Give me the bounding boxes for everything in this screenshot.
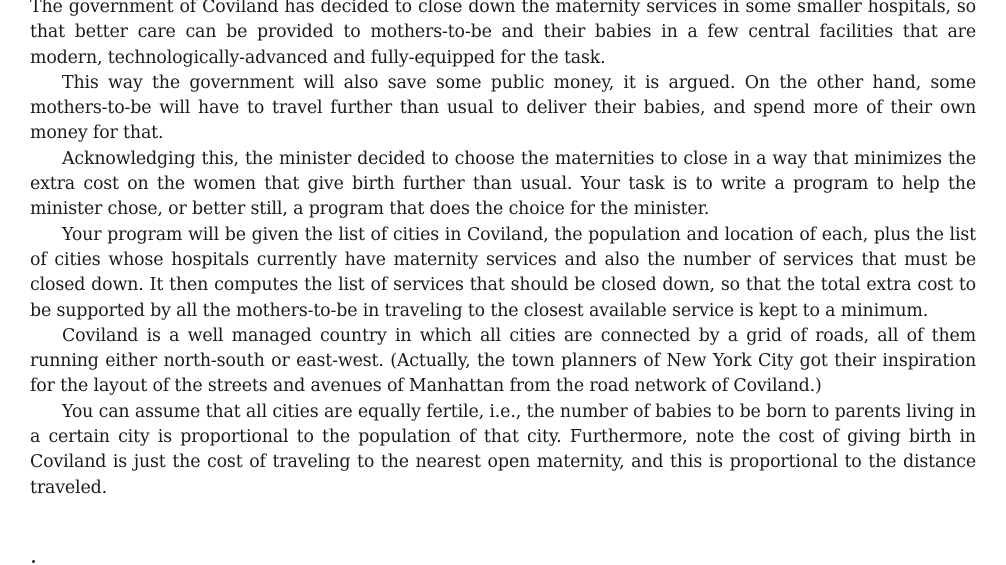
document-body [30,0,976,501]
paragraph-4: Your program will be given the list of cities in Coviland, the population and location of each, plus the list of cities whose hospitals currently have maternity services and also the number of services that must be closed down. It then computes the list of services that should be closed down, so that the total extra cost to be supported by all the mothers-to-be in traveling to the closest available service is kept to a minimum. [30,224,976,321]
paragraph-2: This way the government will also save some public money, it is argued. On the other hand, some mothers-to-be will have to travel further than usual to deliver their babies, and spend more of their own money for that. [30,72,976,144]
paragraph-1: The government of Coviland has decided to close down the maternity services in some smaller hospitals, so that better care can be provided to mothers-to-be and their babies in a few central facilities that are modern, technologically-advanced and fully-equipped for the task. [30,0,976,68]
paragraph-6: You can assume that all cities are equally fertile, i.e., the number of babies to be born to parents living in a certain city is proportional to the population of that city. Furthermore, note the cost of giving birth in Coviland is just the cost of traveling to the nearest open maternity, and this is proportional to the distance traveled. [30,401,976,498]
paragraph-5: Coviland is a well managed country in which all cities are connected by a grid of roads, all of them running either north-south or east-west. (Actually, the town planners of New York City got their inspiration for the layout of the streets and avenues of Manhattan from the road network of Coviland.) [30,325,976,397]
truncated-text-mark [32,560,35,563]
paragraph-3: Acknowledging this, the minister decided to choose the maternities to close in a way that minimizes the extra cost on the women that give birth further than usual. Your task is to write a program to help the minister chose, or better still, a program that does the choice for the minister. [30,148,976,220]
